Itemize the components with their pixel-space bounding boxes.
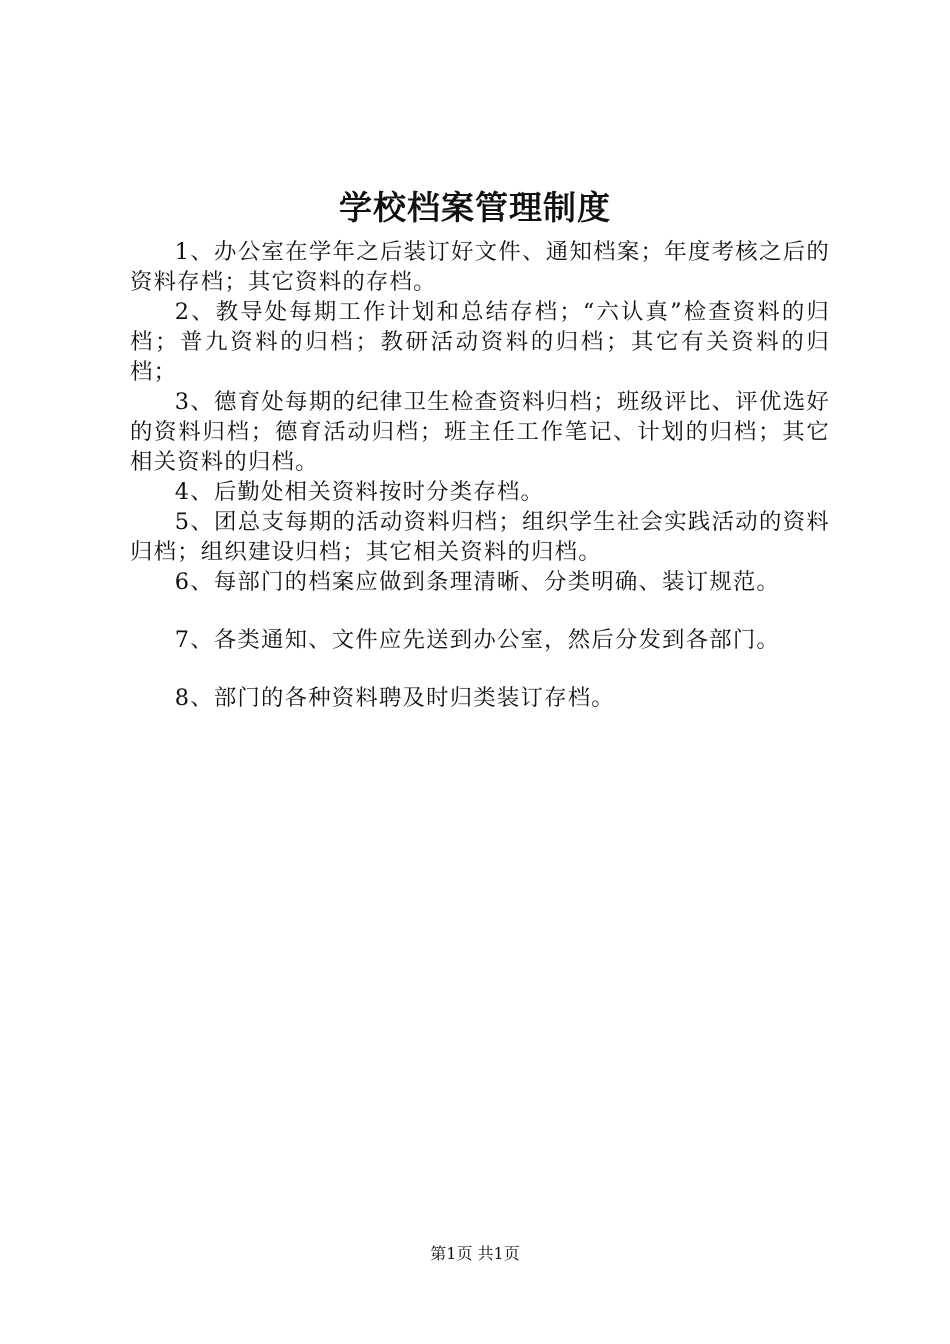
paragraph-1: 1、办公室在学年之后装订好文件、通知档案；年度考核之后的资料存档；其它资料的存档。 [130, 239, 830, 295]
paragraph-4: 4、后勤处相关资料按时分类存档。 [174, 479, 545, 505]
paragraph-6: 6、每部门的档案应做到条理清晰、分类明确、装订规范。 [174, 569, 781, 595]
paragraph-5: 5、团总支每期的活动资料归档；组织学生社会实践活动的资料归档；组织建设归档；其它相关资料的归档。 [130, 509, 830, 565]
document-body [130, 237, 830, 713]
paragraph-8: 8、部门的各种资料聘及时归类装订存档。 [174, 685, 615, 711]
paragraph-7: 7、各类通知、文件应先送到办公室，然后分发到各部门。 [174, 627, 781, 653]
paragraph-2: 2、教导处每期工作计划和总结存档；“六认真”检查资料的归档；普九资料的归档；教研活动资料的归档；其它有关资料的归档； [130, 299, 830, 385]
paragraph-3: 3、德育处每期的纪律卫生检查资料归档；班级评比、评优选好的资料归档；德育活动归档；班主任工作笔记、计划的归档；其它相关资料的归档。 [130, 389, 830, 475]
document-title: 学校档案管理制度 [339, 188, 611, 227]
page-footer: 第1页 共1页 [430, 1244, 520, 1263]
